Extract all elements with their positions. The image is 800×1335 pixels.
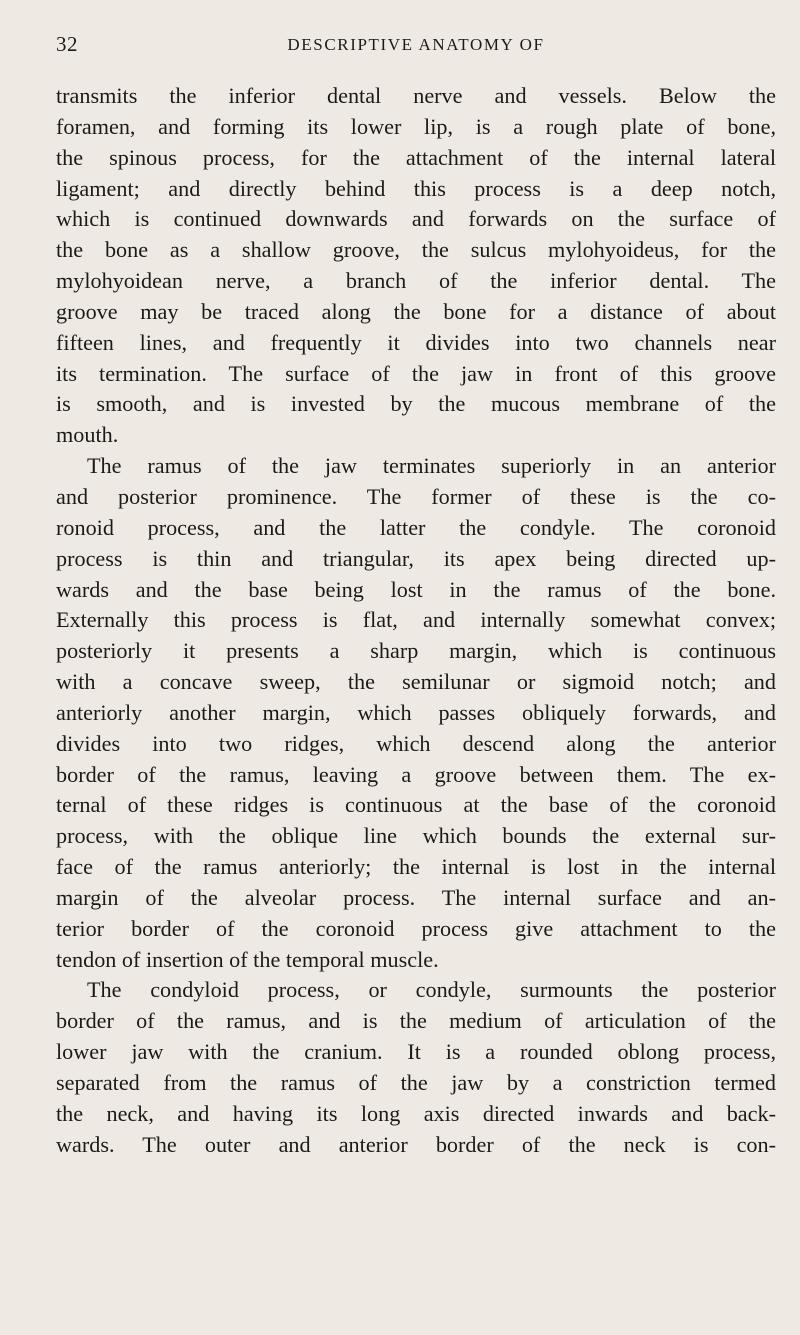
text-line: border of the ramus, and is the medium of articulation of the	[56, 1008, 776, 1034]
text-line: mylohyoidean nerve, a branch of the inferior dental. The	[56, 268, 776, 294]
text-line: posteriorly it presents a sharp margin, which is continuous	[56, 638, 776, 664]
text-line: The condyloid process, or condyle, surmounts the posterior	[87, 977, 776, 1003]
text-line: ronoid process, and the latter the condyle. The coronoid	[56, 514, 776, 540]
text-line: fifteen lines, and frequently it divides into two channels near	[56, 329, 776, 355]
text-line: and posterior prominence. The former of these is the co-	[56, 483, 776, 509]
text-line: which is continued downwards and forwards on the surface of	[56, 206, 776, 232]
text-line: Externally this process is flat, and internally somewhat convex;	[56, 607, 776, 633]
text-line: margin of the alveolar process. The internal surface and an-	[56, 884, 776, 910]
text-line: process, with the oblique line which bounds the external sur-	[56, 823, 776, 849]
text-line: the neck, and having its long axis directed inwards and back-	[56, 1100, 776, 1126]
text-line: lower jaw with the cranium. It is a rounded oblong process,	[56, 1039, 776, 1065]
text-line: face of the ramus anteriorly; the internal is lost in the internal	[56, 854, 776, 880]
running-head	[56, 32, 776, 62]
text-line: is smooth, and is invested by the mucous membrane of the	[56, 391, 776, 417]
text-line: the bone as a shallow groove, the sulcus mylohyoideus, for the	[56, 237, 776, 263]
text-line: divides into two ridges, which descend along the anterior	[56, 730, 776, 756]
text-line: The ramus of the jaw terminates superiorly in an anterior	[87, 453, 776, 479]
text-line: its termination. The surface of the jaw in front of this groove	[56, 360, 776, 386]
text-line: ligament; and directly behind this process is a deep notch,	[56, 175, 776, 201]
text-line: the spinous process, for the attachment of the internal lateral	[56, 144, 776, 170]
text-line: ternal of these ridges is continuous at the base of the coronoid	[56, 792, 776, 818]
text-line: separated from the ramus of the jaw by a constriction termed	[56, 1070, 776, 1095]
text-line: process is thin and triangular, its apex being directed up-	[56, 545, 776, 571]
text-line: terior border of the coronoid process give attachment to the	[56, 915, 776, 941]
running-head-title: DESCRIPTIVE ANATOMY OF	[287, 35, 545, 54]
text-line: anteriorly another margin, which passes obliquely forwards, and	[56, 699, 776, 725]
page-number: 32	[56, 32, 78, 56]
text-line: tendon of insertion of the temporal muscle.	[56, 946, 439, 972]
text-line: transmits the inferior dental nerve and vessels. Below the	[56, 83, 776, 108]
text-line: wards and the base being lost in the ramus of the bone.	[56, 576, 776, 602]
text-line: border of the ramus, leaving a groove between them. The ex-	[56, 761, 776, 787]
text-line: mouth.	[56, 422, 119, 448]
text-line: with a concave sweep, the semilunar or sigmoid notch; and	[56, 669, 776, 695]
text-line: foramen, and forming its lower lip, is a rough plate of bone,	[56, 113, 776, 139]
text-line: groove may be traced along the bone for a distance of about	[56, 298, 776, 324]
body-text	[56, 81, 776, 1161]
text-line: wards. The outer and anterior border of the neck is con-	[56, 1131, 776, 1157]
